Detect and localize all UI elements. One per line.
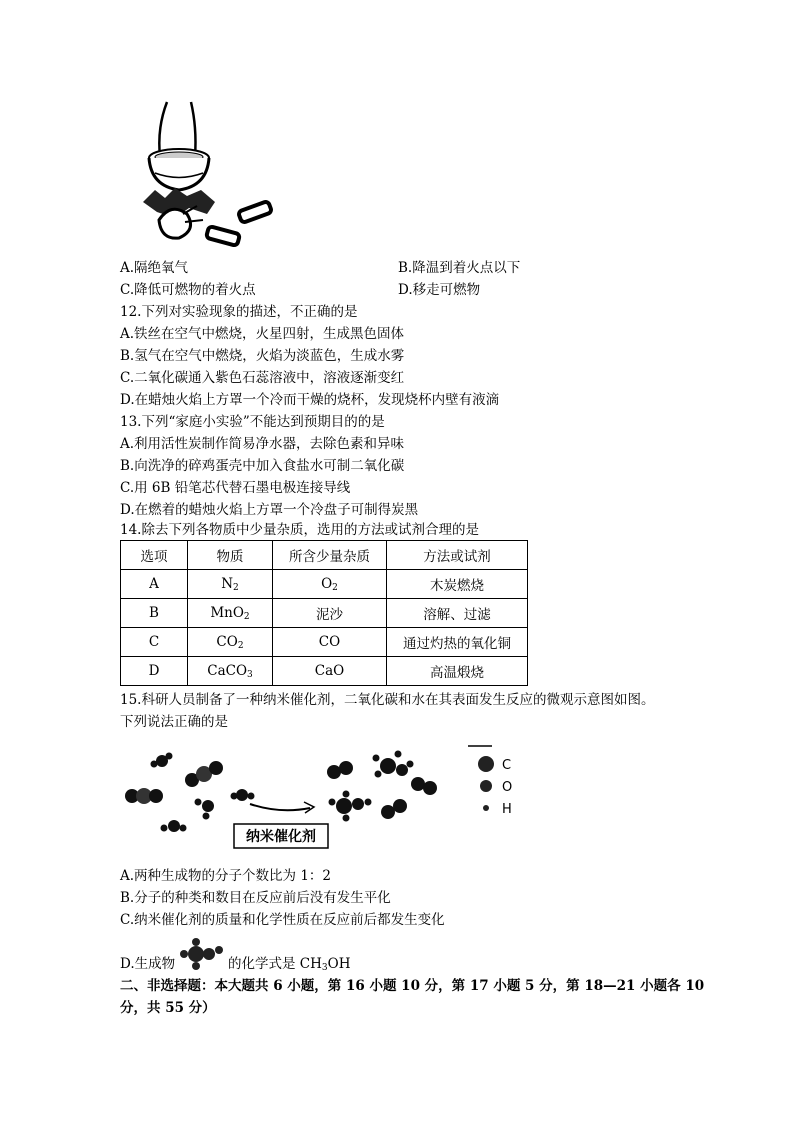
table-row (121, 570, 528, 599)
ch3oh-molecule (373, 751, 414, 778)
q11-option-d: D.移走可燃物 (398, 282, 481, 298)
q15-option-d-prefix: D.生成物 (120, 956, 176, 972)
section2-heading-line1: 二、非选择题：本大题共 6 小题，第 16 小题 10 分，第 17 小题 5 分，第 18—21 小题各 10 (120, 978, 705, 994)
formula-base: MnO (210, 605, 244, 621)
q13-option-b: B.向洗净的碎鸡蛋壳中加入食盐水可制二氧化碳 (120, 458, 405, 474)
q15-option-b: B.分子的种类和数目在反应前后没有发生平化 (120, 890, 391, 906)
h2o-molecule (151, 753, 173, 768)
reaction-diagram (120, 736, 530, 860)
option-cell: D (121, 657, 188, 686)
table-row (121, 628, 528, 657)
q14-options-table (120, 540, 528, 686)
substance-cell (188, 570, 273, 599)
q14-stem: 14.除去下列各物质中少量杂质，选用的方法或试剂合理的是 (120, 522, 479, 538)
table-header: 选项 (121, 541, 188, 570)
formula-subscript: 2 (237, 641, 244, 651)
q13-option-c: C.用 6B 铅笔芯代替石墨电极连接导线 (120, 480, 351, 496)
q12-option-c: C.二氧化碳通入紫色石蕊溶液中，溶液逐渐变红 (120, 370, 405, 386)
formula-base: CO (216, 634, 238, 650)
formula-base: N (221, 576, 234, 592)
h2o-molecule (161, 820, 187, 832)
q11-option-b: B.降温到着火点以下 (398, 260, 521, 276)
method-cell: 通过灼热的氧化铜 (387, 628, 528, 657)
impurity-cell: CO (273, 628, 387, 657)
o2-molecule (411, 777, 437, 795)
h2o-molecule (231, 789, 255, 801)
q12-option-b: B.氢气在空气中燃烧，火焰为淡蓝色，生成水雾 (120, 348, 405, 364)
q13-option-d: D.在燃着的蜡烛火焰上方罩一个冷盘子可制得炭黑 (120, 502, 419, 518)
impurity-cell (273, 570, 387, 599)
option-cell: B (121, 599, 188, 628)
q12-stem: 12.下列对实验现象的描述，不正确的是 (120, 304, 358, 320)
formula-subscript: 2 (243, 612, 250, 622)
q15-stem-line1: 15.科研人员制备了一种纳米催化剂，二氧化碳和水在其表面发生反应的微观示意图如图。 (120, 692, 655, 708)
q15-option-d-suffix (228, 954, 350, 974)
formula-text: 的化学式是 CH (228, 956, 322, 972)
co2-molecule (185, 761, 223, 787)
method-cell: 溶解、过滤 (387, 599, 528, 628)
impurity-cell: 泥沙 (273, 599, 387, 628)
formula-tail: OH (327, 956, 351, 972)
q11-option-a: A.隔绝氧气 (120, 260, 189, 276)
table-header-row (121, 541, 528, 570)
q11-option-c: C.降低可燃物的着火点 (120, 282, 256, 298)
table-row (121, 657, 528, 686)
table-header: 方法或试剂 (387, 541, 528, 570)
table-header: 所含少量杂质 (273, 541, 387, 570)
substance-cell (188, 657, 273, 686)
methanol-molecule-icon (176, 936, 226, 970)
q12-option-d: D.在蜡烛火焰上方罩一个冷而干燥的烧杯，发现烧杯内壁有液滴 (120, 392, 500, 408)
q15-stem-line2: 下列说法正确的是 (120, 714, 228, 730)
option-cell: C (121, 628, 188, 657)
legend-o-label: O (502, 780, 513, 795)
impurity-cell: CaO (273, 657, 387, 686)
formula-base: CaCO (207, 663, 248, 679)
legend-c-label: C (502, 758, 512, 773)
formula-subscript: 3 (247, 670, 253, 680)
section2-heading-line2: 分，共 55 分） (120, 1000, 216, 1016)
table-row (121, 599, 528, 628)
q13-option-a: A.利用活性炭制作简易净水器，去除色素和异味 (120, 436, 405, 452)
legend-h-label: H (502, 802, 512, 817)
co2-molecule (125, 788, 163, 804)
method-cell: 高温煅烧 (387, 657, 528, 686)
ch3oh-molecule (329, 791, 372, 822)
q15-option-c: C.纳米催化剂的质量和化学性质在反应前后都发生变化 (120, 912, 445, 928)
substance-cell (188, 599, 273, 628)
formula-subscript: 3 (321, 963, 328, 973)
substance-cell (188, 628, 273, 657)
table-header: 物质 (188, 541, 273, 570)
o2-molecule (327, 761, 353, 779)
formula-base: O (321, 576, 333, 592)
method-cell: 木炭燃烧 (387, 570, 528, 599)
q12-option-a: A.铁丝在空气中燃烧，火星四射，生成黑色固体 (120, 326, 405, 342)
q15-option-a: A.两种生成物的分子个数比为 1：2 (120, 868, 332, 884)
pot-over-fire-figure (135, 98, 285, 258)
q13-stem: 13.下列“家庭小实验”不能达到预期目的的是 (120, 414, 385, 430)
formula-subscript: 2 (233, 583, 239, 593)
catalyst-label: 纳米催化剂 (246, 829, 316, 845)
option-cell: A (121, 570, 188, 599)
h2o-molecule (195, 799, 215, 820)
o2-molecule (381, 799, 407, 819)
formula-subscript: 2 (332, 583, 338, 593)
